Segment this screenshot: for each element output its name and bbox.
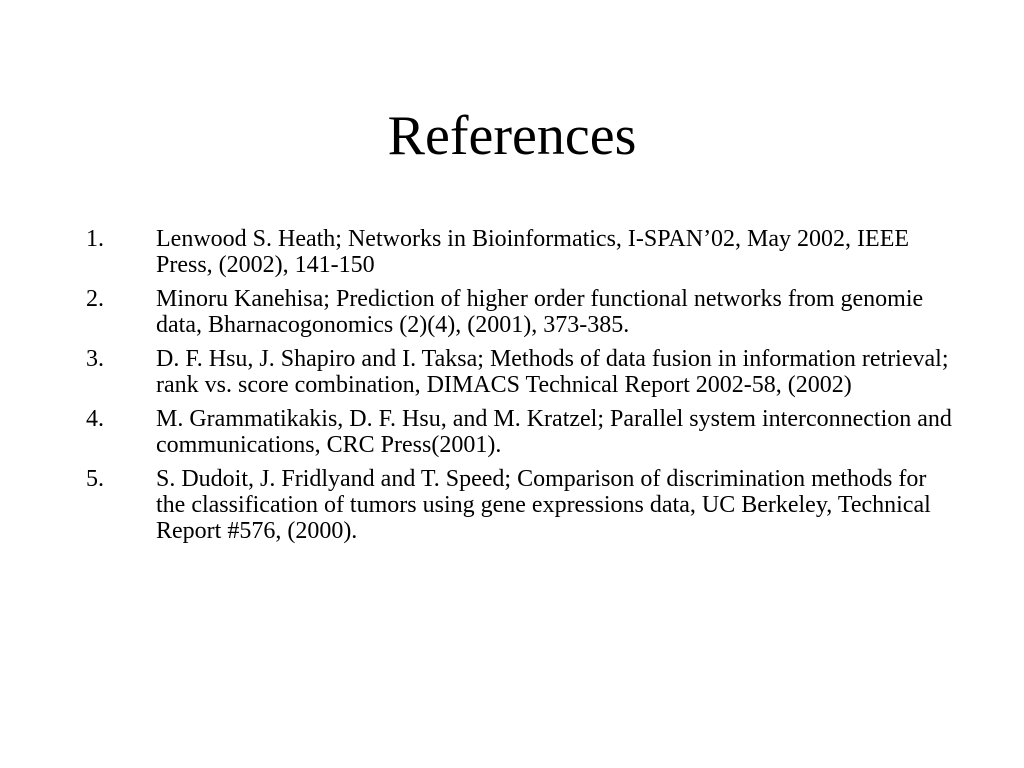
reference-item [86, 286, 956, 338]
reference-number: 1. [86, 226, 104, 252]
reference-list [86, 226, 956, 552]
reference-text: S. Dudoit, J. Fridlyand and T. Speed; Comparison of discrimination methods for the classification of tumors using gene expressions data, UC Berkeley, Technical Report #576, (2000). [156, 466, 931, 544]
reference-number: 2. [86, 286, 104, 312]
reference-number: 5. [86, 466, 104, 492]
reference-text: M. Grammatikakis, D. F. Hsu, and M. Kratzel; Parallel system interconnection and communications, CRC Press(2001). [156, 406, 952, 458]
reference-number: 4. [86, 406, 104, 432]
reference-text: Minoru Kanehisa; Prediction of higher order functional networks from genomie data, Bharnacogonomics (2)(4), (2001), 373-385. [156, 286, 924, 338]
reference-text: D. F. Hsu, J. Shapiro and I. Taksa; Methods of data fusion in information retrieval; rank vs. score combination, DIMACS Technical Report 2002-58, (2002) [156, 346, 949, 398]
reference-item [86, 466, 956, 544]
slide-title: References [387, 105, 637, 167]
reference-item [86, 226, 956, 278]
reference-item [86, 406, 956, 458]
reference-item [86, 346, 956, 398]
reference-number: 3. [86, 346, 104, 372]
reference-text: Lenwood S. Heath; Networks in Bioinformatics, I-SPAN’02, May 2002, IEEE Press, (2002), 141-150 [156, 226, 910, 278]
